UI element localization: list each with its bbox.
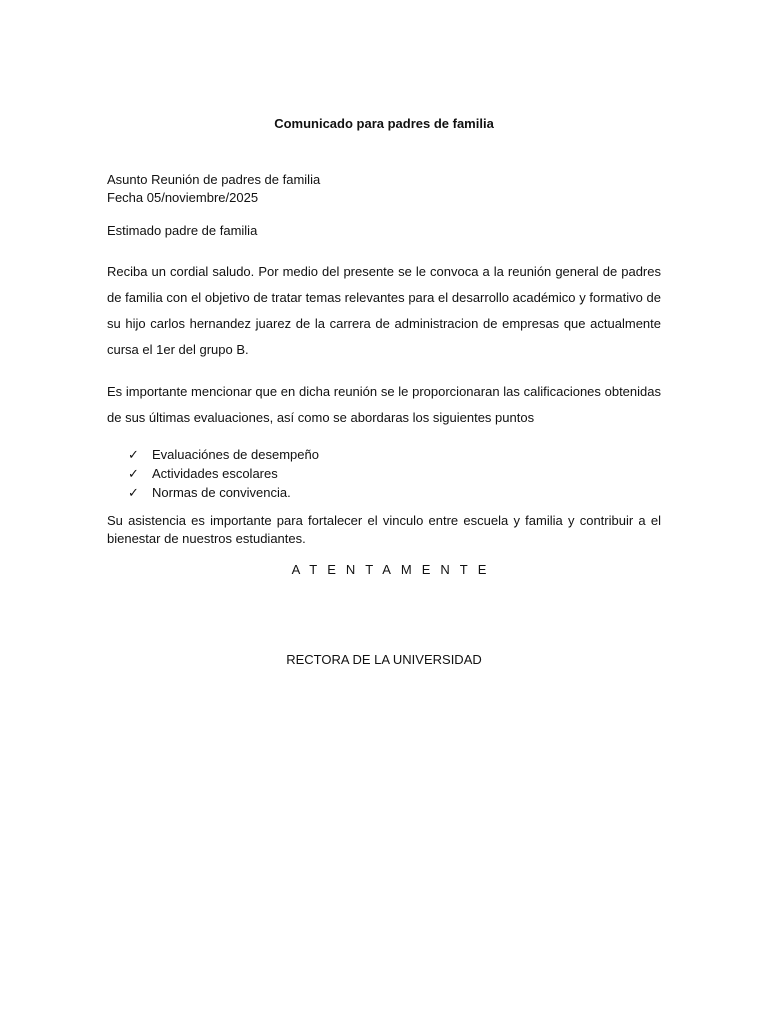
check-icon: ✓ [128,485,139,500]
list-item-label: Normas de convivencia. [152,485,291,500]
paragraph-details: Es importante mencionar que en dicha reunión se le proporcionaran las calificaciones obtenidas de sus últimas evaluaciones, así como se abordaras los siguientes puntos [107,384,661,425]
list-item-label: Evaluaciónes de desempeño [152,447,319,462]
subject-line: Asunto Reunión de padres de familia [107,172,321,187]
check-icon: ✓ [128,466,139,481]
closing-salutation: ATENTAMENTE [291,562,497,577]
document-title: Comunicado para padres de familia [274,116,494,131]
greeting: Estimado padre de familia [107,223,258,238]
signature-title: RECTORA DE LA UNIVERSIDAD [286,652,482,667]
paragraph-intro: Reciba un cordial saludo. Por medio del presente se le convoca a la reunión general de padres de familia con el objetivo de tratar temas relevantes para el desarrollo académico y formativo de su hijo carlos hernandez juarez de la carrera de administracion de empresas que actualmente cursa el 1er del grupo B. [107,264,661,357]
list-item [128,464,319,483]
list-item [128,445,319,464]
list-item [128,483,319,502]
paragraph-closing: Su asistencia es importante para fortalecer el vinculo entre escuela y familia y contribuir a el bienestar de nuestros estudiantes. [107,513,661,546]
list-item-label: Actividades escolares [152,466,278,481]
date-line: Fecha 05/noviembre/2025 [107,190,259,205]
check-icon: ✓ [128,447,139,462]
checklist [128,445,319,502]
